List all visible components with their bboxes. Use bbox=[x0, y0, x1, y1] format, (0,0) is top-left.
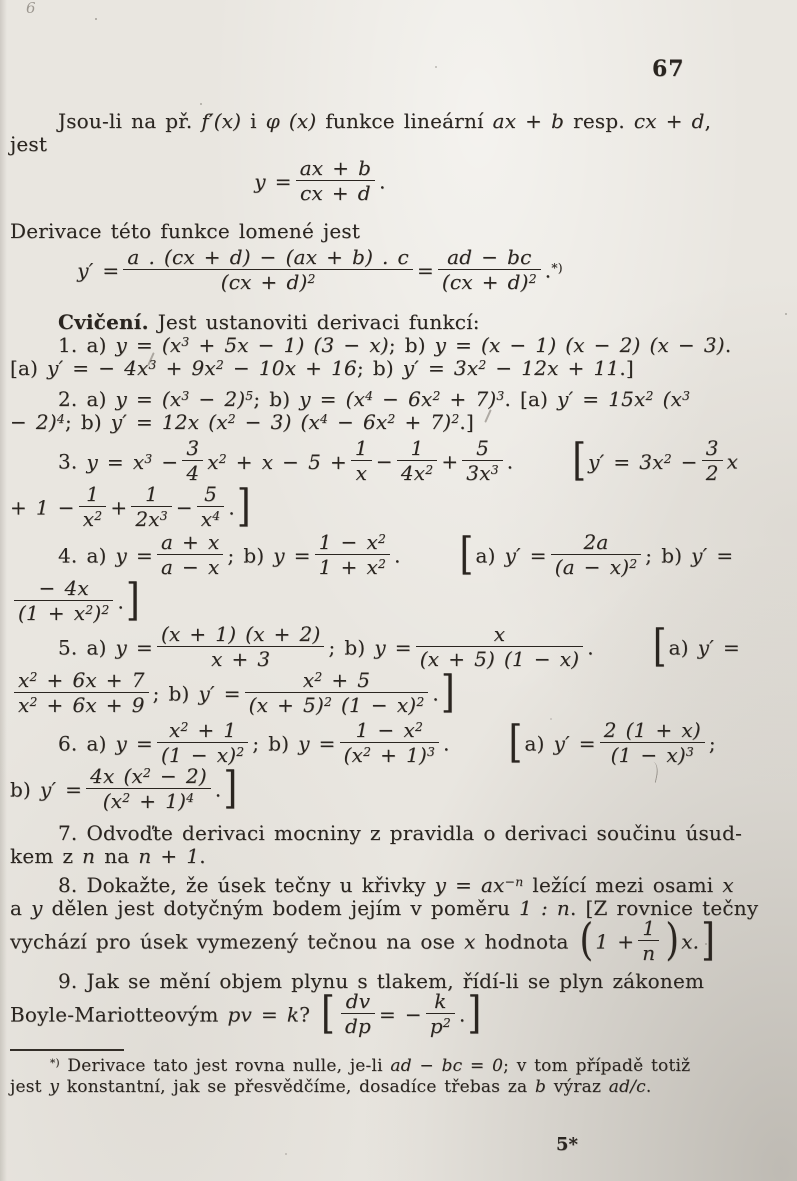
plain-text: ; b) bbox=[253, 387, 300, 411]
fraction-denominator: $x^2$ bbox=[79, 506, 107, 530]
plain-text: ; b) bbox=[328, 635, 375, 660]
math-text: $y = (x^3 - 2)^5$ bbox=[115, 387, 254, 411]
math-text: n bbox=[82, 844, 96, 868]
math-text: $y = ax^{-n}$ bbox=[434, 873, 524, 897]
superscript: 4 bbox=[186, 790, 195, 806]
fraction-numerator: 2a bbox=[583, 530, 609, 554]
math-fraction bbox=[416, 624, 584, 670]
superscript: 2 bbox=[425, 462, 434, 478]
plain-text: Jest ustanoviti derivaci funkcí: bbox=[148, 310, 480, 334]
plain-text: a) bbox=[475, 543, 505, 568]
fraction-denominator: n bbox=[638, 940, 659, 964]
superscript: 2 bbox=[451, 411, 460, 427]
math-text: y = bbox=[115, 543, 153, 568]
plain-text: .] bbox=[619, 356, 634, 380]
math-fraction bbox=[638, 918, 659, 964]
exercise-6-line-1 bbox=[10, 717, 746, 768]
superscript: 2 bbox=[432, 388, 441, 404]
superscript: 3 bbox=[490, 462, 499, 478]
math-fraction bbox=[702, 438, 723, 484]
plain-text: ? bbox=[299, 1002, 320, 1027]
math-fraction bbox=[14, 578, 113, 624]
math-text: y′ = bbox=[198, 681, 241, 706]
plain-text: . bbox=[724, 333, 732, 357]
math-text: y′ = bbox=[553, 731, 596, 756]
superscript: 2 bbox=[442, 1015, 451, 1031]
fraction-denominator: $(1 - x)^2$ bbox=[157, 742, 248, 766]
math-text: y′ = bbox=[77, 258, 120, 283]
plain-text: . bbox=[432, 681, 439, 706]
big-delimiter: [ bbox=[572, 435, 587, 486]
exercise-7-line-1 bbox=[10, 822, 746, 845]
fraction-numerator: $1 - x^2$ bbox=[355, 718, 424, 742]
exercise-1-answer-line bbox=[10, 357, 746, 380]
math-fraction bbox=[157, 624, 325, 670]
math-text: ad − bc = 0 bbox=[390, 1056, 504, 1076]
fraction-numerator: dv bbox=[345, 989, 371, 1013]
fraction-numerator: 2 (1 + x) bbox=[603, 718, 701, 742]
superscript: 2 bbox=[323, 694, 333, 710]
math-text: cx + d bbox=[633, 109, 705, 133]
plain-text: . bbox=[214, 777, 222, 802]
exercise-4-line-2 bbox=[10, 575, 746, 626]
big-delimiter: ) bbox=[665, 915, 680, 966]
math-fraction bbox=[157, 720, 248, 766]
fraction-denominator: x + 3 bbox=[157, 646, 325, 670]
plain-text: jest bbox=[10, 132, 48, 156]
fraction-denominator: $p^2$ bbox=[426, 1013, 455, 1037]
big-delimiter: [ bbox=[459, 529, 474, 580]
superscript: 3 bbox=[496, 388, 505, 404]
math-fraction bbox=[551, 532, 642, 578]
plain-text: 9. Jak se mění objem plynu s tlakem, řídí-li se plyn zákonem bbox=[58, 969, 705, 993]
plain-text: ležící mezi osami bbox=[523, 873, 723, 897]
fraction-denominator: x bbox=[351, 460, 372, 484]
fraction-numerator: 1 bbox=[410, 436, 424, 460]
fraction-numerator: 4x $(x^2 - 2)$ bbox=[90, 764, 207, 788]
plain-text: . bbox=[394, 543, 410, 568]
page-body bbox=[10, 109, 759, 1098]
plain-text: jest bbox=[10, 1077, 50, 1097]
math-text: y bbox=[31, 896, 43, 920]
math-fraction bbox=[14, 670, 149, 716]
formula-linear-fraction bbox=[10, 156, 630, 206]
superscript: −n bbox=[504, 874, 524, 890]
math-text: y = bbox=[254, 169, 292, 194]
math-text: n + 1 bbox=[138, 844, 200, 868]
math-text: = bbox=[416, 258, 434, 283]
fraction-numerator: 1 bbox=[86, 482, 100, 506]
plain-text: hodnota bbox=[475, 929, 578, 954]
superscript: 2 bbox=[218, 450, 227, 466]
math-text: $y' = 3x^2$ − bbox=[588, 449, 698, 474]
plain-text: 3. bbox=[58, 449, 87, 474]
plain-text: ; b) bbox=[152, 681, 199, 706]
plain-text: ; b) bbox=[252, 731, 299, 756]
math-text: $y' = 15x^2$ ($x^3$ bbox=[557, 387, 691, 411]
math-text: y = bbox=[273, 543, 311, 568]
math-fraction bbox=[157, 532, 223, 578]
plain-text: výraz bbox=[546, 1077, 609, 1097]
fraction-numerator: 1 bbox=[145, 482, 159, 506]
exercises-heading bbox=[10, 311, 746, 334]
plain-text: . bbox=[199, 844, 206, 868]
plain-text: 2. a) bbox=[58, 387, 116, 411]
fraction-denominator: 4 bbox=[182, 460, 203, 484]
fraction-numerator: 3 bbox=[186, 436, 200, 460]
math-fraction bbox=[245, 670, 429, 716]
superscript: 2 bbox=[85, 602, 94, 618]
math-text: y = (x − 1) (x − 2) (x − 3) bbox=[434, 333, 725, 357]
exercise-6-line-2 bbox=[10, 763, 746, 814]
exercise-9-line-1 bbox=[10, 970, 746, 993]
math-text: y′ = bbox=[504, 543, 547, 568]
math-text: − 2)$^4$ bbox=[10, 410, 65, 434]
plain-text: ; v tom případě totiž bbox=[503, 1056, 691, 1076]
plain-text: 5. a) bbox=[58, 635, 116, 660]
exercise-7-line-2 bbox=[10, 845, 746, 868]
superscript: 2 bbox=[180, 719, 189, 735]
math-fraction bbox=[426, 991, 455, 1037]
plain-text: . bbox=[228, 495, 235, 520]
exercise-3-line-1 bbox=[10, 435, 746, 486]
superscript: 2 bbox=[378, 531, 387, 547]
fraction-denominator: 2 bbox=[702, 460, 723, 484]
big-delimiter: [ bbox=[508, 717, 523, 768]
fraction-denominator: (cx + d)$^2$ bbox=[123, 269, 413, 293]
math-text: $y = (x^4 - 6x^2 + 7)^3$ bbox=[299, 387, 505, 411]
fraction-denominator: $(x + 5)^2$ $(1 - x)^2$ bbox=[245, 692, 429, 716]
math-text: y′ = bbox=[39, 777, 83, 802]
superscript: 3 bbox=[181, 334, 190, 350]
plain-text: konstantní, jak se přesvědčíme, dosadíce třebas za bbox=[59, 1077, 535, 1097]
plain-text: . bbox=[544, 258, 552, 283]
math-text: x bbox=[726, 449, 739, 474]
big-delimiter: ] bbox=[467, 988, 482, 1039]
fraction-numerator: 1 bbox=[354, 436, 368, 460]
exercise-8-line-3 bbox=[10, 915, 746, 966]
exercise-2-line-1 bbox=[10, 388, 746, 411]
math-text: 1 + bbox=[595, 929, 635, 954]
plain-text: ; b) bbox=[388, 333, 435, 357]
superscript: 2 bbox=[122, 790, 131, 806]
fraction-denominator: (x + 5) (1 − x) bbox=[416, 646, 584, 670]
superscript: 2 bbox=[94, 508, 103, 524]
fraction-denominator: a − x bbox=[157, 554, 223, 578]
fraction-denominator: $(1 + x^2)^2$ bbox=[14, 600, 113, 624]
math-text: x bbox=[464, 929, 476, 954]
math-text: y′ = − $4x^3 + 9x^2 - 10x + 16$ bbox=[47, 356, 357, 380]
footnote-line-2 bbox=[10, 1077, 746, 1098]
plain-text: resp. bbox=[564, 109, 634, 133]
big-delimiter: [ bbox=[652, 621, 667, 672]
fraction-numerator: a . (cx + d) − (ax + b) . c bbox=[127, 245, 409, 269]
exercise-4-line-1 bbox=[10, 529, 746, 580]
fraction-denominator: (cx + d)$^2$ bbox=[438, 269, 541, 293]
paper-specks bbox=[95, 18, 97, 20]
math-text: y′ = bbox=[691, 543, 734, 568]
fraction-denominator: $4x^2$ bbox=[397, 460, 438, 484]
fraction-numerator: 1 bbox=[642, 916, 656, 940]
math-text: y = bbox=[374, 635, 412, 660]
fraction-numerator: 5 bbox=[204, 482, 218, 506]
math-text: + bbox=[441, 449, 459, 474]
superscript: 2 bbox=[363, 744, 372, 760]
math-text: y bbox=[49, 1077, 60, 1097]
plain-text: ; b) bbox=[645, 543, 692, 568]
math-text: $y' = 3x^2 - 12x + 11$ bbox=[402, 356, 620, 380]
plain-text: .] bbox=[459, 410, 474, 434]
superscript: 2 bbox=[215, 357, 224, 373]
math-fraction bbox=[79, 484, 107, 530]
fraction-numerator: x bbox=[493, 622, 506, 646]
superscript: 2 bbox=[29, 669, 38, 685]
plain-text: i bbox=[241, 109, 266, 133]
fraction-numerator: 5 bbox=[476, 436, 490, 460]
formula-derivative-quotient bbox=[10, 245, 630, 295]
plain-text: ; b) bbox=[64, 410, 111, 434]
superscript: 3 bbox=[685, 744, 695, 760]
big-delimiter: [ bbox=[321, 988, 335, 1039]
plain-text: Boyle-Mariotteovým bbox=[10, 1002, 228, 1027]
plain-text: vychází pro úsek vymezený tečnou na ose bbox=[10, 929, 465, 954]
intro-paragraph-line-1 bbox=[10, 110, 746, 133]
plain-text: [a) bbox=[10, 356, 48, 380]
fraction-denominator: $3x^3$ bbox=[462, 460, 503, 484]
superscript: 2 bbox=[307, 271, 316, 287]
plain-text: . bbox=[117, 589, 125, 614]
math-fraction bbox=[340, 720, 439, 766]
fraction-numerator: $x^2 + 1$ bbox=[168, 718, 237, 742]
big-delimiter: ] bbox=[223, 763, 238, 814]
math-text: $y = x^3$ − bbox=[86, 449, 179, 474]
plain-text: , bbox=[704, 109, 712, 133]
superscript: 2 bbox=[101, 602, 110, 618]
exercise-8-line-2 bbox=[10, 896, 759, 920]
math-text: y = bbox=[115, 731, 153, 756]
math-fraction bbox=[397, 438, 438, 484]
math-text: x. bbox=[681, 929, 700, 954]
superscript: 2 bbox=[378, 556, 387, 572]
math-text: + bbox=[110, 495, 128, 520]
printer-signature: 5* bbox=[556, 1134, 578, 1155]
superscript: 2 bbox=[29, 694, 38, 710]
exercise-5-line-2 bbox=[10, 667, 746, 718]
plain-text: Derivace tato jest rovna nulle, je-li bbox=[59, 1056, 391, 1076]
plain-text: kem z bbox=[10, 844, 83, 868]
math-text: ad/c bbox=[608, 1077, 646, 1097]
fraction-denominator: $x^4$ bbox=[197, 506, 225, 530]
plain-text: b) bbox=[10, 777, 40, 802]
math-text: x bbox=[722, 873, 734, 897]
plain-text: . bbox=[506, 449, 523, 474]
superscript: 2 bbox=[314, 669, 323, 685]
fraction-denominator: $(x^2 + 1)^3$ bbox=[340, 742, 439, 766]
plain-text: Jsou-li na př. bbox=[58, 109, 202, 133]
fraction-denominator: $2x^3$ bbox=[131, 506, 172, 530]
plain-text: 4. a) bbox=[58, 543, 116, 568]
plain-text: Derivace této funkce lomené jest bbox=[10, 219, 361, 243]
superscript-note: *) bbox=[50, 1056, 60, 1069]
fraction-numerator: (x + 1) (x + 2) bbox=[160, 622, 321, 646]
superscript: 3 bbox=[148, 357, 157, 373]
superscript: 3 bbox=[427, 744, 436, 760]
exercise-2-answer-line bbox=[10, 411, 746, 434]
math-text: y′ = bbox=[697, 635, 740, 660]
plain-text: na bbox=[95, 844, 139, 868]
plain-text: . [a) bbox=[504, 387, 558, 411]
math-fraction bbox=[86, 766, 211, 812]
math-fraction bbox=[462, 438, 503, 484]
superscript: 4 bbox=[212, 508, 221, 524]
math-fraction bbox=[296, 158, 375, 204]
intro-paragraph-line-2 bbox=[10, 220, 746, 243]
superscript: 2 bbox=[478, 357, 487, 373]
math-fraction bbox=[600, 720, 705, 766]
intro-line-jest bbox=[10, 133, 746, 156]
plain-text: a) bbox=[668, 635, 698, 660]
fraction-denominator: $(x^2 + 1)^4$ bbox=[86, 788, 211, 812]
fraction-numerator: 3 bbox=[705, 436, 719, 460]
exercise-1-line-1 bbox=[10, 334, 746, 357]
fraction-denominator: $1 + x^2$ bbox=[315, 554, 390, 578]
plain-text: a) bbox=[524, 731, 554, 756]
superscript: 4 bbox=[320, 411, 329, 427]
superscript: 2 bbox=[387, 411, 396, 427]
fraction-numerator: $1 - x^2$ bbox=[318, 530, 387, 554]
superscript: 2 bbox=[227, 411, 236, 427]
plain-text: dělen jest dotyčným bodem jejím v poměru bbox=[42, 896, 520, 920]
math-text: pv = k bbox=[227, 1002, 300, 1027]
exercise-8-line-1 bbox=[10, 874, 746, 897]
math-fraction bbox=[341, 991, 375, 1037]
superscript: 2 bbox=[528, 271, 537, 287]
big-delimiter: ] bbox=[440, 667, 455, 718]
math-fraction bbox=[351, 438, 372, 484]
math-fraction bbox=[131, 484, 172, 530]
plain-text: . bbox=[645, 1077, 652, 1097]
superscript: 2 bbox=[663, 450, 672, 466]
plain-text: ; bbox=[708, 731, 716, 756]
plain-text: . [Z rovnice tečny bbox=[569, 896, 759, 920]
superscript: 2 bbox=[645, 388, 654, 404]
fraction-denominator: $(a - x)^2$ bbox=[551, 554, 642, 578]
superscript: 3 bbox=[682, 388, 691, 404]
math-text: $y = (x^3 + 5x - 1) (3 - x)$ bbox=[115, 333, 389, 357]
plain-text: a bbox=[10, 896, 32, 920]
superscript: 2 bbox=[414, 719, 424, 735]
superscript: 3 bbox=[181, 388, 190, 404]
exercise-3-line-2 bbox=[10, 481, 746, 532]
fraction-numerator: ad − bc bbox=[447, 245, 532, 269]
math-text: b bbox=[534, 1077, 547, 1097]
fraction-denominator: cx + d bbox=[296, 180, 375, 204]
exercise-5-line-1 bbox=[10, 621, 746, 672]
math-text: 1 : n bbox=[519, 896, 570, 920]
math-text: = − bbox=[378, 1002, 422, 1027]
exercise-9-line-2 bbox=[10, 988, 746, 1039]
superscript: 3 bbox=[144, 450, 153, 466]
bold-text: Cvičení. bbox=[58, 310, 149, 334]
fraction-numerator: a + x bbox=[160, 530, 220, 554]
math-text: f′(x) bbox=[201, 109, 242, 133]
footnote-line-1 bbox=[10, 1056, 746, 1077]
superscript: 2 bbox=[416, 694, 425, 710]
big-delimiter: ] bbox=[126, 575, 140, 626]
fraction-numerator: − 4x bbox=[38, 576, 89, 600]
page-number: 67 bbox=[652, 56, 685, 82]
superscript: 4 bbox=[365, 388, 374, 404]
fraction-numerator: $x^2 + 5$ bbox=[302, 668, 371, 692]
big-delimiter: ] bbox=[236, 481, 251, 532]
pencil-annotation: 6 bbox=[26, 0, 36, 17]
plain-text: ; b) bbox=[356, 356, 403, 380]
math-text: φ (x) bbox=[265, 109, 317, 133]
plain-text: 1. a) bbox=[58, 333, 116, 357]
math-text: ax + b bbox=[492, 109, 565, 133]
superscript: 2 bbox=[142, 765, 152, 781]
superscript: 4 bbox=[56, 411, 65, 427]
superscript: 2 bbox=[629, 556, 638, 572]
superscript: 5 bbox=[245, 388, 254, 404]
superscript: 2 bbox=[236, 744, 245, 760]
math-text: − bbox=[175, 495, 193, 520]
plain-text: 6. a) bbox=[58, 731, 116, 756]
fraction-denominator: $x^2 + 6x + 9$ bbox=[14, 692, 149, 716]
plain-text: 7. Odvoďte derivaci mocniny z pravidla o derivaci součinu úsud- bbox=[58, 821, 743, 845]
math-fraction bbox=[123, 247, 413, 293]
math-text: y = bbox=[298, 731, 336, 756]
math-text: $x^2 + x - 5$ + bbox=[207, 449, 347, 474]
fraction-numerator: k bbox=[434, 989, 447, 1013]
plain-text: . bbox=[379, 169, 386, 194]
math-fraction bbox=[438, 247, 541, 293]
fraction-denominator: dp bbox=[341, 1013, 375, 1037]
math-fraction bbox=[182, 438, 203, 484]
superscript-note: *) bbox=[551, 259, 563, 275]
plain-text: . bbox=[587, 635, 603, 660]
big-delimiter: ( bbox=[579, 915, 594, 966]
plain-text: . bbox=[443, 731, 459, 756]
big-delimiter: ] bbox=[701, 915, 716, 966]
fraction-numerator: $x^2 + 6x + 7$ bbox=[18, 668, 145, 692]
plain-text: 8. Dokažte, že úsek tečny u křivky bbox=[58, 873, 435, 897]
math-text: + 1 − bbox=[10, 495, 75, 520]
math-fraction bbox=[315, 532, 390, 578]
fraction-denominator: $(1 - x)^3$ bbox=[600, 742, 705, 766]
math-fraction bbox=[197, 484, 225, 530]
math-text: y = bbox=[115, 635, 153, 660]
math-text: − bbox=[375, 449, 393, 474]
plain-text: . bbox=[458, 1002, 466, 1027]
plain-text: ; b) bbox=[227, 543, 274, 568]
fraction-numerator: ax + b bbox=[299, 156, 372, 180]
footnote-rule bbox=[10, 1049, 124, 1051]
math-text: y′ = 12x $(x^2 - 3) (x^4 - 6x^2 + 7)^2$ bbox=[110, 410, 460, 434]
plain-text: funkce lineární bbox=[316, 109, 493, 133]
superscript: 3 bbox=[159, 508, 168, 524]
